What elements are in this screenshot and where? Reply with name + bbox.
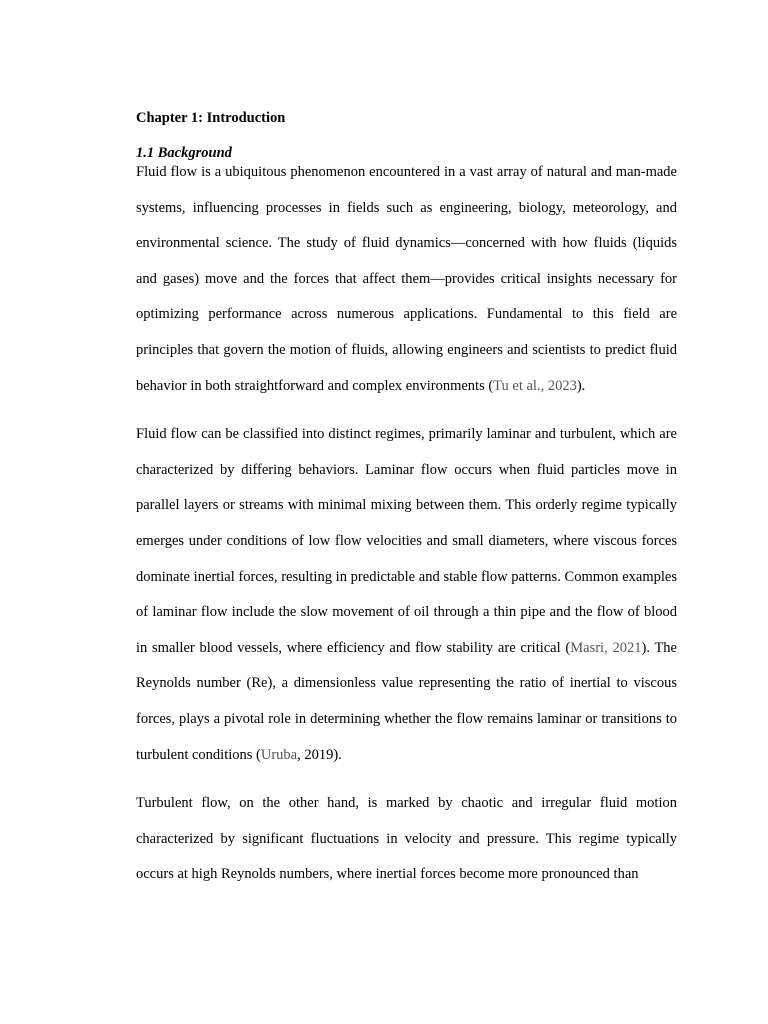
paragraph-1 xyxy=(136,155,677,404)
paragraph-text: Turbulent flow, on the other hand, is marked by chaotic and irregular fluid motion characterized by significant fluctuations in velocity and pressure. This regime typically occurs at high Reynolds numbers, where inertial forces become more pronounced than xyxy=(136,795,677,883)
paragraph-text: ). xyxy=(576,377,586,394)
paragraph-text: Fluid flow can be classified into distinct regimes, primarily laminar and turbulent, which are characterized by differing behaviors. Laminar flow occurs when fluid particles move in parallel layers or streams with minimal mixing between them. This orderly regime typically emerges under conditions of low flow velocities and small diameters, where viscous forces dominate inertial forces, resulting in predictable and stable flow patterns. Common examples of laminar flow include the slow movement of oil through a thin pipe and the flow of blood in smaller blood vessels, where efficiency and flow stability are critical ( xyxy=(136,426,677,656)
paragraph-text: , 2019). xyxy=(297,746,342,763)
paragraph-3 xyxy=(136,786,677,893)
paragraph-text: ). The Reynolds number (Re), a dimensionless value representing the ratio of inertial to viscous forces, plays a pivotal role in determining whether the flow remains laminar or transitions to turbulent conditions ( xyxy=(136,639,677,763)
paragraph-spacer xyxy=(136,404,677,417)
paragraph-spacer xyxy=(136,773,677,786)
citation-link[interactable]: Uruba xyxy=(260,746,298,763)
paragraph-2 xyxy=(136,417,677,773)
paragraph-text: Fluid flow is a ubiquitous phenomenon encountered in a vast array of natural and man-made systems, influencing processes in fields such as engineering, biology, meteorology, and environmental science. The study of fluid dynamics—concerned with how fluids (liquids and gases) move and the forces that affect them—provides critical insights necessary for optimizing performance across numerous applications. Fundamental to this field are principles that govern the motion of fluids, allowing engineers and scientists to predict fluid behavior in both straightforward and complex environments ( xyxy=(136,164,677,394)
chapter-title: Chapter 1: Introduction xyxy=(136,110,286,126)
citation-link[interactable]: Masri, 2021 xyxy=(570,639,642,656)
citation-link[interactable]: Tu et al., 2023 xyxy=(493,377,577,394)
section-title: 1.1 Background xyxy=(136,145,232,161)
page-content xyxy=(136,108,677,893)
